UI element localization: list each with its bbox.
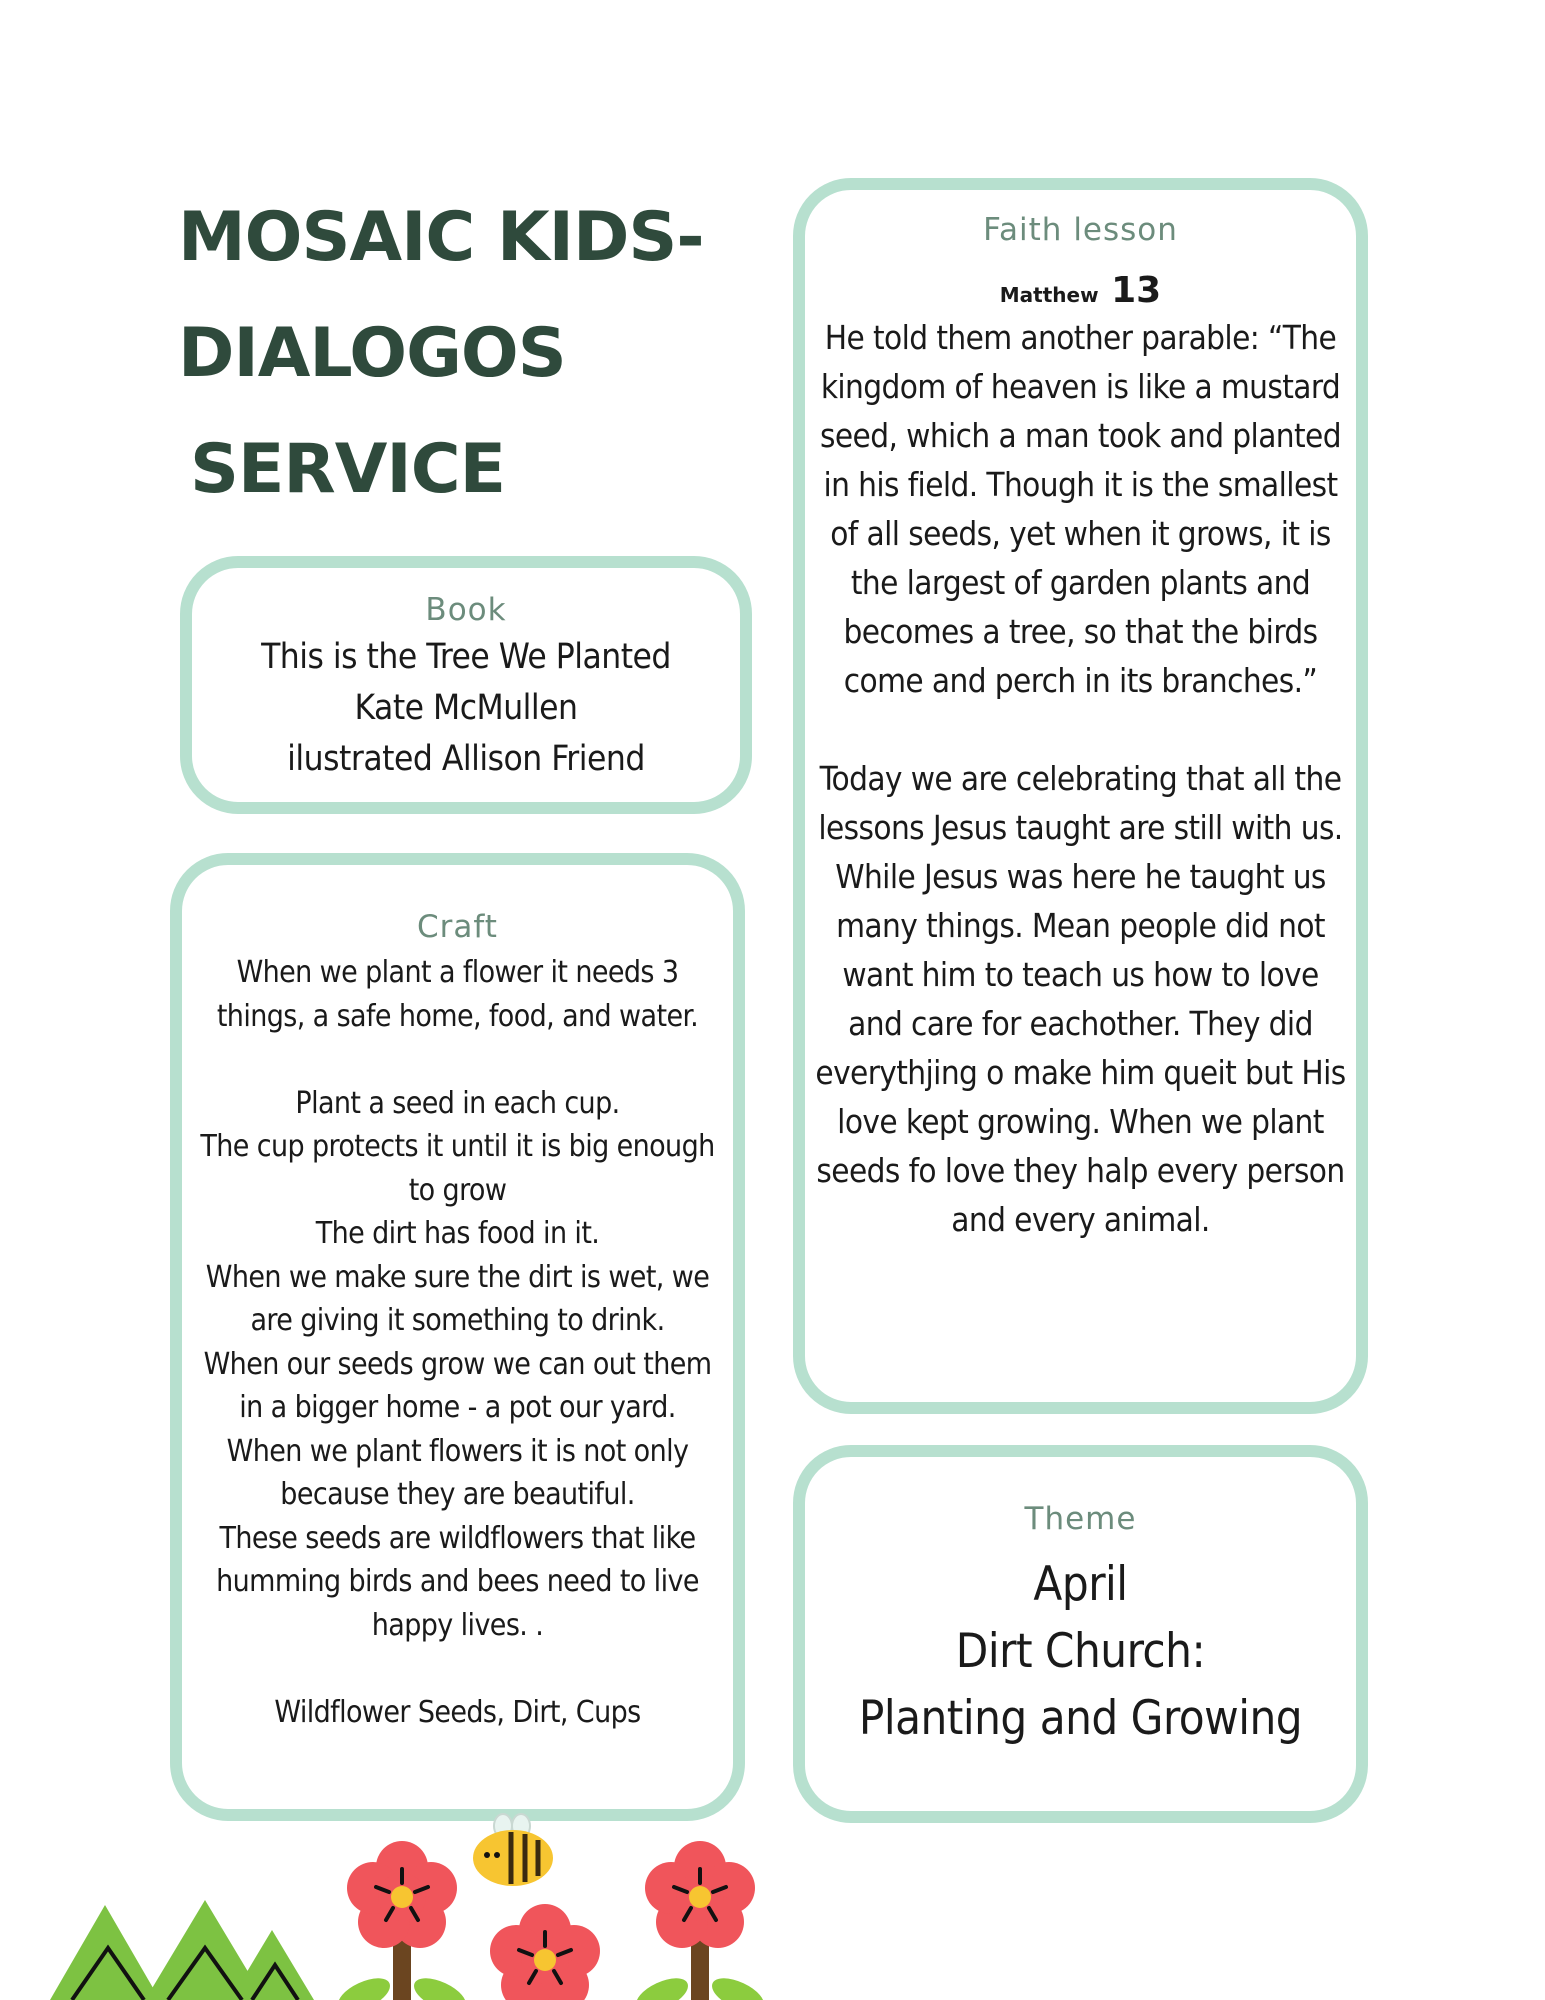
faith-heading: Faith lesson <box>983 212 1178 248</box>
flower-icon <box>490 1904 600 2000</box>
scripture-chapter: 13 <box>1111 270 1162 311</box>
page-title <box>178 180 738 528</box>
book-text: This is the Tree We Planted Kate McMullen ilustrated Allison Friend <box>261 637 671 779</box>
faith-text: He told them another parable: “The kingdom of heaven is like a mustard seed, which a man took and planted in his field. Though it is the smallest of all seeds, yet when it grows, it is the largest of garden plants and becomes a tree, so that the birds come and perch in its branches.” Today we are celebrating that all the lessons Jesus taught are still with us. While Jesus was here he taught us many things. Mean people did not want him to teach us how to love and care for eachother. They did everythjing o make him queit but His love kept growing. When we plant seeds fo love they halp every person and every animal. <box>815 318 1346 1239</box>
theme-text: April Dirt Church: Planting and Growing <box>858 1557 1303 1746</box>
scripture-book: Matthew <box>999 283 1099 307</box>
faith-lesson-card <box>793 178 1368 1414</box>
book-heading: Book <box>425 592 507 628</box>
title-line-1: MOSAIC KIDS- <box>178 198 704 277</box>
garden-illustration <box>0 1800 800 2000</box>
title-line-3: SERVICE <box>190 430 506 509</box>
scripture-reference <box>805 270 1356 311</box>
title-line-2: DIALOGOS <box>178 314 566 393</box>
theme-heading: Theme <box>1024 1501 1137 1537</box>
book-card <box>180 556 752 814</box>
craft-text: When we plant a flower it needs 3 things, a safe home, food, and water. Plant a seed in each cup. The cup protects it until it is big enough to grow The dirt has food in it. When we make sure the dirt is wet, we are giving it something to drink. When our seeds grow we can out them in a bigger home - a pot our yard. When we plant flowers it is not only because they are beautiful. These seeds are wildflowers that like humming birds and bees need to live happy lives. . Wildflower Seeds, Dirt, Cups <box>200 955 715 1730</box>
flower-icon <box>631 1841 769 2000</box>
flower-icon <box>333 1841 471 2000</box>
craft-card <box>170 853 745 1821</box>
craft-heading: Craft <box>417 909 498 945</box>
bee-icon <box>473 1814 553 1886</box>
theme-card <box>793 1445 1368 1823</box>
mountain-icon <box>50 1900 314 2000</box>
